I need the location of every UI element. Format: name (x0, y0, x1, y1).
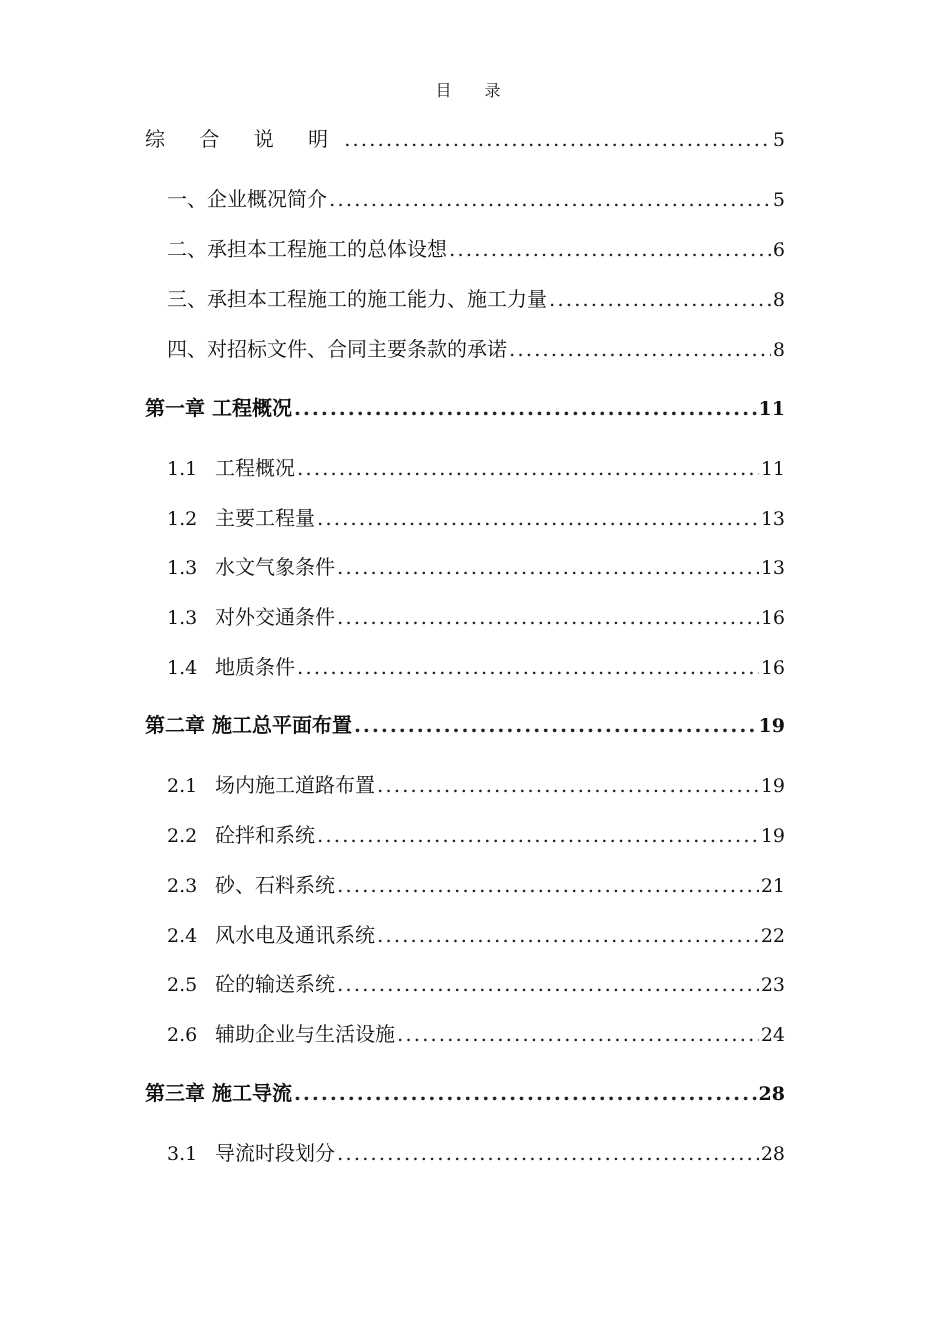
toc-leader (377, 920, 759, 950)
toc-entry[interactable] (167, 284, 785, 314)
toc-page-number: 22 (760, 925, 785, 947)
toc-section[interactable] (167, 969, 785, 999)
toc-section[interactable] (167, 1138, 785, 1168)
toc-section-number: 3.1 (167, 1143, 198, 1165)
toc-entry-label: 综 合 说 明 (145, 127, 343, 151)
toc-section[interactable] (167, 820, 785, 850)
toc-section-number: 2.4 (167, 925, 198, 947)
toc-leader (449, 234, 771, 264)
toc-section[interactable] (167, 453, 785, 483)
toc-page-number: 6 (772, 239, 785, 261)
toc-leader (337, 969, 759, 999)
toc-chapter-2[interactable] (145, 710, 785, 740)
toc-page-number: 5 (772, 189, 785, 211)
toc-chapter-3[interactable] (145, 1078, 785, 1108)
toc-leader (329, 184, 771, 214)
toc-page-number: 16 (760, 607, 785, 629)
toc-entry-label: 地质条件 (215, 655, 295, 679)
toc-chapter-1[interactable] (145, 393, 785, 423)
toc-leader (317, 503, 759, 533)
toc-entry[interactable] (167, 334, 785, 364)
toc-section-number: 2.5 (167, 974, 198, 996)
toc-leader (337, 870, 759, 900)
toc-entry-label: 砼的输送系统 (215, 972, 335, 996)
toc-entry[interactable] (167, 234, 785, 264)
toc-page-number: 23 (760, 974, 785, 996)
toc-entry-label: 砂、石料系统 (215, 873, 335, 897)
toc-page-number: 8 (772, 339, 785, 361)
toc-section[interactable] (167, 652, 785, 682)
toc-section-number: 2.3 (167, 875, 198, 897)
toc-section-number: 1.2 (167, 508, 198, 530)
toc-section-number: 1.3 (167, 607, 198, 629)
toc-page-number: 8 (772, 289, 785, 311)
toc-section-number: 1.4 (167, 657, 198, 679)
toc-chapter-label: 第三章 施工导流 (145, 1081, 292, 1105)
toc-chapter-label: 第二章 施工总平面布置 (145, 713, 352, 737)
toc-page-number: 19 (758, 715, 785, 737)
toc-entry-label: 三、承担本工程施工的施工能力、施工力量 (167, 287, 547, 311)
toc-section[interactable] (167, 870, 785, 900)
toc-entry[interactable] (167, 184, 785, 214)
toc-leader (377, 770, 759, 800)
toc-section[interactable] (167, 770, 785, 800)
toc-leader (549, 284, 771, 314)
toc-entry-label: 工程概况 (215, 456, 295, 480)
toc-page-number: 28 (760, 1143, 785, 1165)
toc-page-number: 13 (760, 508, 785, 530)
toc-page-number: 5 (772, 129, 785, 151)
toc-leader (397, 1019, 759, 1049)
toc-page-number: 19 (760, 775, 785, 797)
toc-entry-label: 砼拌和系统 (215, 823, 315, 847)
toc-leader (337, 602, 759, 632)
toc-page-number: 28 (758, 1083, 785, 1105)
toc-section-number: 2.2 (167, 825, 198, 847)
toc-page-number: 11 (758, 398, 785, 420)
toc-section-number: 1.1 (167, 458, 198, 480)
toc-leader (354, 710, 757, 740)
toc-entry-label: 导流时段划分 (215, 1141, 335, 1165)
toc-entry-overview[interactable] (145, 124, 785, 154)
toc-entry-label: 风水电及通讯系统 (215, 923, 375, 947)
toc-page-number: 13 (760, 557, 785, 579)
toc-section[interactable] (167, 1019, 785, 1049)
toc-page-number: 16 (760, 657, 785, 679)
toc-leader (297, 652, 759, 682)
toc-section-number: 1.3 (167, 557, 198, 579)
toc-entry-label: 辅助企业与生活设施 (215, 1022, 395, 1046)
toc-page-number: 11 (760, 458, 785, 480)
toc-section[interactable] (167, 602, 785, 632)
toc-section-number: 2.6 (167, 1024, 198, 1046)
toc-entry-label: 一、企业概况简介 (167, 187, 327, 211)
toc-entry-label: 场内施工道路布置 (215, 773, 375, 797)
toc-page-number: 21 (760, 875, 785, 897)
toc-section[interactable] (167, 552, 785, 582)
toc-entry-label: 主要工程量 (215, 506, 315, 530)
toc-page-number: 24 (760, 1024, 785, 1046)
toc-entry-label: 二、承担本工程施工的总体设想 (167, 237, 447, 261)
toc-title: 目 录 (435, 81, 515, 100)
toc-leader (297, 453, 759, 483)
toc-section[interactable] (167, 920, 785, 950)
toc-leader (344, 124, 771, 154)
toc-leader (317, 820, 759, 850)
toc-section-number: 2.1 (167, 775, 198, 797)
toc-leader (294, 393, 757, 423)
toc-leader (337, 552, 759, 582)
toc-leader (337, 1138, 759, 1168)
toc-leader (509, 334, 771, 364)
toc-chapter-label: 第一章 工程概况 (145, 396, 292, 420)
toc-page-number: 19 (760, 825, 785, 847)
toc-entry-label: 对外交通条件 (215, 605, 335, 629)
toc-entry-label: 四、对招标文件、合同主要条款的承诺 (167, 337, 507, 361)
toc-leader (294, 1078, 757, 1108)
toc-entry-label: 水文气象条件 (215, 555, 335, 579)
toc-section[interactable] (167, 503, 785, 533)
